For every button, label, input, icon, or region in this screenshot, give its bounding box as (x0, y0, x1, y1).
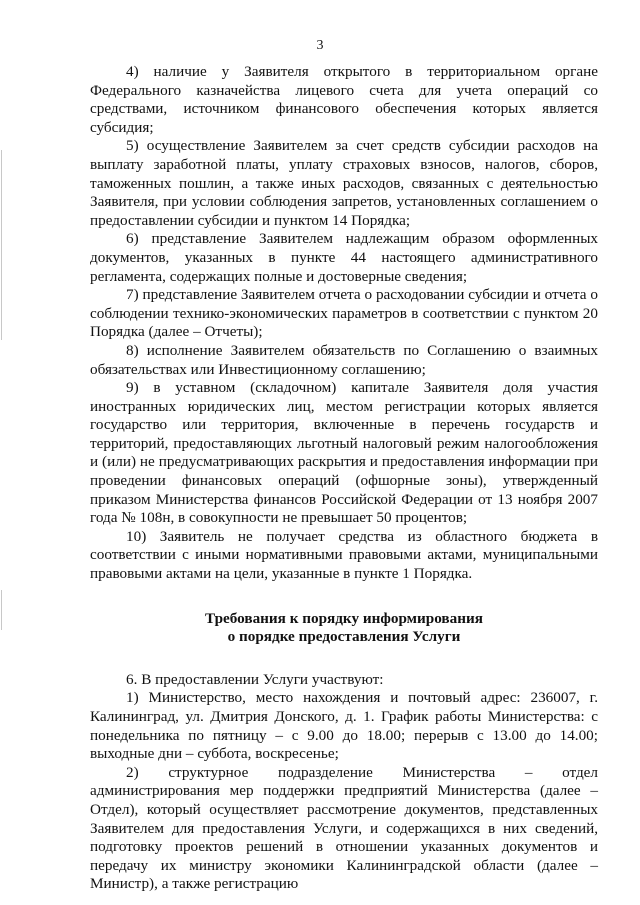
list-item-4: 4) наличие у Заявителя открытого в территориальном органе Федерального казначейства лицевого счета для учета операций со средствами, источником финансового обеспечения которых является субсидия; (90, 63, 598, 136)
list-item-5: 5) осуществление Заявителем за счет средств субсидии расходов на выплату заработной платы, уплату страховых взносов, налогов, сборов, таможенных пошлин, а также иных расходов, связанных с деятельностью Заявителя, при условии соблюдения запретов, установленных соглашением о предоставлении субсидии и пунктом 14 Порядка; (90, 137, 598, 229)
clause-6-item-1: 1) Министерство, место нахождения и почтовый адрес: 236007, г. Калининград, ул. Дмитрия Донского, д. 1. График работы Министерства: с понедельника по пятницу – с 9.00 до 18.00; перерыв с 13.00 до 14.00; выходные дни – суббота, воскресенье; (90, 689, 598, 763)
list-item-8: 8) исполнение Заявителем обязательств по Соглашению о взаимных обязательствах или Инвестиционному соглашению; (90, 341, 598, 378)
document-body (90, 63, 598, 894)
section-heading-line-2: о порядке предоставления Услуги (227, 628, 461, 646)
list-item-10: 10) Заявитель не получает средства из областного бюджета в соответствии с иными нормативными правовыми актами, муниципальными правовыми актами на цели, указанные в пункте 1 Порядка. (90, 527, 598, 583)
page-number: 3 (316, 38, 324, 53)
list-item-7: 7) представление Заявителем отчета о расходовании субсидии и отчета о соблюдении технико-экономических параметров в соответствии с пунктом 20 Порядка (далее – Отчеты); (90, 286, 598, 341)
section-heading (90, 610, 598, 647)
clause-6-item-2: 2) структурное подразделение Министерства – отдел администрирования мер поддержки предприятий Министерства (далее – Отдел), который осуществляет рассмотрение документов, представленных Заявителем для предоставления Услуги, и содержащихся в них сведений, подготовку проектов решений в отношении указанных документов и передачу их министру экономики Калининградской области (далее – Министр), а также регистрацию (90, 763, 598, 893)
clause-6: 6. В предоставлении Услуги участвуют: (126, 670, 384, 688)
list-item-6: 6) представление Заявителем надлежащим образом оформленных документов, указанных в пункте 44 настоящего административного регламента, содержащих полные и достоверные сведения; (90, 230, 598, 285)
section-heading-line-1: Требования к порядку информирования (205, 609, 483, 627)
list-item-9: 9) в уставном (складочном) капитале Заявителя доля участия иностранных юридических лиц, местом регистрации которых является государство или территория, включенные в перечень государств и территорий, предоставляющих льготный налоговый режим налогообложения и (или) не предусматривающих раскрытия и предоставления информации при проведении финансовых операций (офшорные зоны), утвержденный приказом Министерства финансов Российской Федерации от 13 ноября 2007 года № 108н, в совокупности не превышает 50 процентов; (90, 379, 598, 527)
left-margin-line-bottom (1, 590, 2, 630)
left-margin-line-top (1, 150, 2, 340)
